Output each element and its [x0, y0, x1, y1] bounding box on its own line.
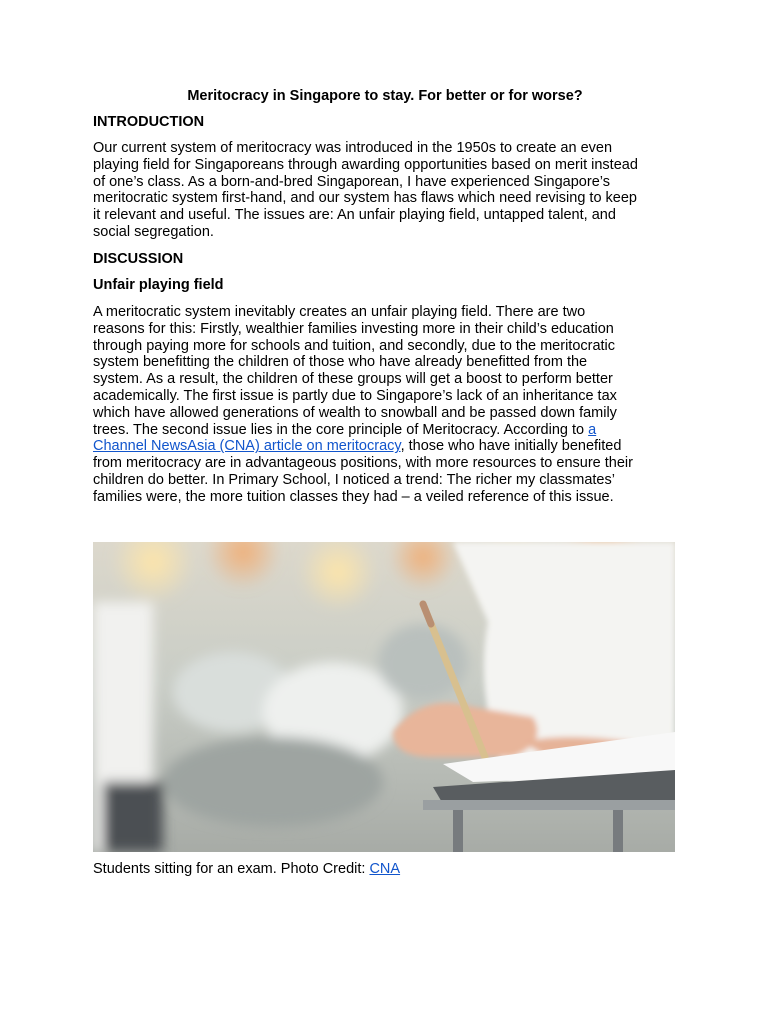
paragraph-line: A meritocratic system inevitably creates an unfair playing field. There are two — [93, 304, 586, 320]
paragraph-line: playing field for Singaporeans through awarding opportunities based on merit instead — [93, 156, 638, 173]
unfair-playing-field-subheading: Unfair playing field — [93, 277, 224, 293]
paragraph-line — [93, 422, 677, 439]
paragraph-line: children do better. In Primary School, I noticed a trend: The richer my classmates’ — [93, 471, 615, 488]
paragraph-line: social segregation. — [93, 223, 214, 240]
paragraph-line: families were, the more tuition classes they had – a veiled reference of this issue. — [93, 488, 614, 505]
document-title: Meritocracy in Singapore to stay. For better or for worse? — [187, 88, 583, 104]
paragraph-line: Our current system of meritocracy was introduced in the 1950s to create an even — [93, 140, 613, 156]
paragraph-text: , those who have initially benefited — [400, 438, 622, 455]
cna-credit-link[interactable]: CNA — [369, 861, 401, 877]
caption-text: Students sitting for an exam. Photo Credit: — [93, 861, 370, 877]
paragraph-line — [93, 438, 677, 455]
paragraph-line: from meritocracy are in advantageous positions, with more resources to ensure their — [93, 455, 633, 472]
cna-article-link[interactable]: Channel NewsAsia (CNA) article on meritocracy — [93, 438, 401, 455]
cna-article-link-start[interactable]: a — [588, 421, 597, 438]
discussion-paragraph — [93, 304, 677, 506]
paragraph-line: meritocratic system first-hand, and our system has flaws which need revising to keep — [93, 190, 637, 207]
introduction-heading: INTRODUCTION — [93, 114, 205, 130]
paragraph-line: of one’s class. As a born-and-bred Singaporean, I have experienced Singapore’s — [93, 173, 610, 190]
photo-caption — [93, 860, 400, 878]
paragraph-line: reasons for this: Firstly, wealthier families investing more in their child’s education — [93, 320, 614, 337]
paragraph-line: which have allowed generations of wealth to snowball and be passed down family — [93, 404, 617, 421]
paragraph-line: it relevant and useful. The issues are: An unfair playing field, untapped talent, and — [93, 207, 616, 224]
paragraph-line: system. As a result, the children of these groups will get a boost to perform better — [93, 371, 613, 388]
paragraph-line: academically. The first issue is partly due to Singapore’s lack of an inheritance tax — [93, 387, 617, 404]
exam-photo — [93, 542, 675, 852]
introduction-paragraph — [93, 140, 677, 241]
paragraph-line: through paying more for schools and tuition, and secondly, due to the meritocratic — [93, 337, 616, 354]
discussion-heading: DISCUSSION — [93, 251, 184, 267]
paragraph-line: system benefitting the children of those who have already benefitted from the — [93, 354, 588, 371]
paragraph-text: trees. The second issue lies in the core principle of Meritocracy. According to — [93, 421, 589, 438]
